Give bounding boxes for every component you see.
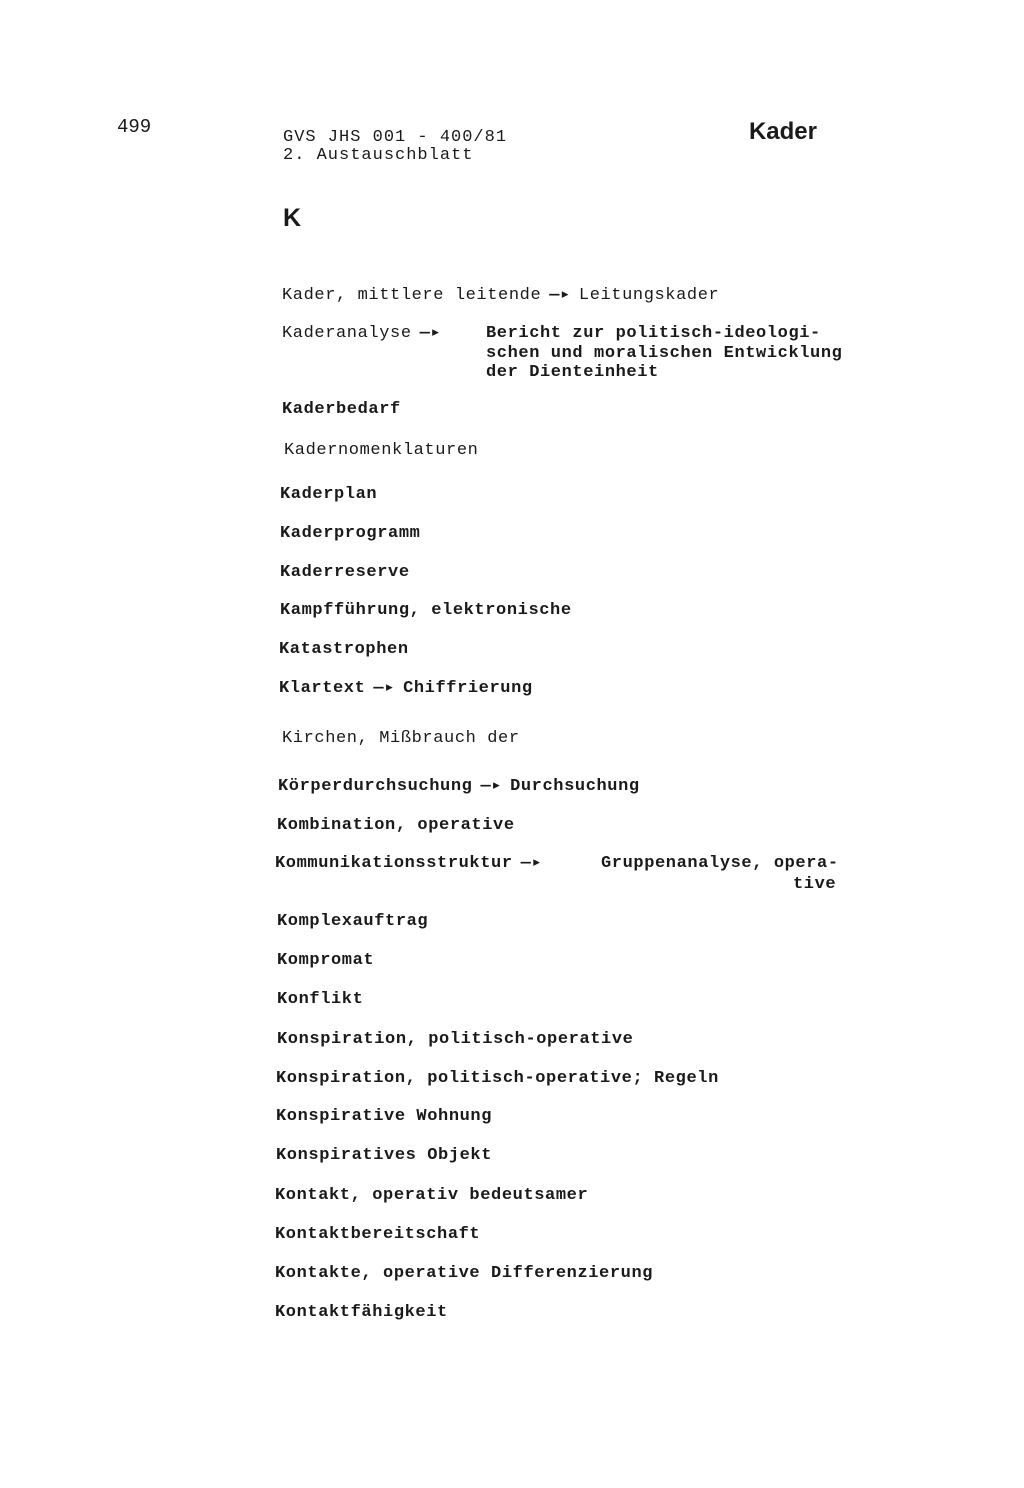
- index-entry: Konflikt: [277, 990, 364, 1009]
- index-entry: Kaderplan: [280, 485, 378, 504]
- index-entry: [282, 286, 719, 306]
- page-number: 499: [117, 116, 152, 138]
- arrow-icon: —▸: [549, 286, 571, 305]
- entry-term: Kader, mittlere leitende: [282, 286, 542, 305]
- entry-term: Körperdurchsuchung: [278, 777, 473, 796]
- entry-reference-continued: der Dienteinheit: [486, 363, 659, 382]
- entry-term: Kommunikationsstruktur: [275, 854, 513, 873]
- index-entry: Konspiratives Objekt: [276, 1146, 493, 1165]
- index-entry: Kaderreserve: [280, 563, 410, 582]
- entry-reference: Bericht zur politisch-ideologi-: [486, 324, 821, 343]
- index-entry: Kirchen, Mißbrauch der: [282, 729, 520, 748]
- index-entry: Kaderprogramm: [280, 524, 421, 543]
- index-entry: Kontakt, operativ bedeutsamer: [275, 1186, 589, 1205]
- index-letter: K: [283, 204, 302, 232]
- index-entry: Kaderbedarf: [282, 400, 401, 419]
- arrow-icon: —▸: [520, 854, 543, 873]
- index-entry: Kontaktfähigkeit: [275, 1303, 448, 1322]
- section-title: Kader: [748, 118, 817, 145]
- index-entry: Komplexauftrag: [277, 912, 429, 931]
- entry-term: Kaderanalyse: [282, 324, 412, 343]
- index-entry: [282, 324, 449, 344]
- document-reference: GVS JHS 001 - 400/81: [283, 128, 508, 147]
- index-entry: Konspiration, politisch-operative: [277, 1030, 634, 1049]
- index-entry: Katastrophen: [279, 640, 409, 659]
- index-entry: Kompromat: [277, 951, 375, 970]
- index-entry: Konspiration, politisch-operative; Regeln: [276, 1069, 719, 1088]
- entry-reference: Durchsuchung: [510, 777, 640, 796]
- index-entry: Kampfführung, elektronische: [280, 601, 572, 620]
- index-entry: Kontaktbereitschaft: [275, 1225, 481, 1244]
- arrow-icon: —▸: [419, 324, 442, 343]
- entry-reference: Chiffrierung: [403, 679, 533, 698]
- sheet-label: 2. Austauschblatt: [283, 146, 474, 165]
- entry-reference-continued: tive: [793, 875, 837, 894]
- arrow-icon: —▸: [373, 679, 396, 698]
- index-entry: [275, 854, 550, 874]
- entry-term: Klartext: [279, 679, 366, 698]
- index-entry: Kontakte, operative Differenzierung: [275, 1264, 654, 1283]
- entry-reference: Gruppenanalyse, opera-: [601, 854, 839, 873]
- index-entry: [279, 679, 533, 699]
- entry-reference: Leitungskader: [578, 286, 720, 305]
- index-entry: Kombination, operative: [277, 816, 515, 835]
- arrow-icon: —▸: [480, 777, 503, 796]
- index-entry: Konspirative Wohnung: [276, 1107, 493, 1126]
- index-entry: Kadernomenklaturen: [284, 441, 479, 460]
- entry-reference-continued: schen und moralischen Entwicklung: [486, 344, 843, 363]
- index-entry: [278, 777, 640, 797]
